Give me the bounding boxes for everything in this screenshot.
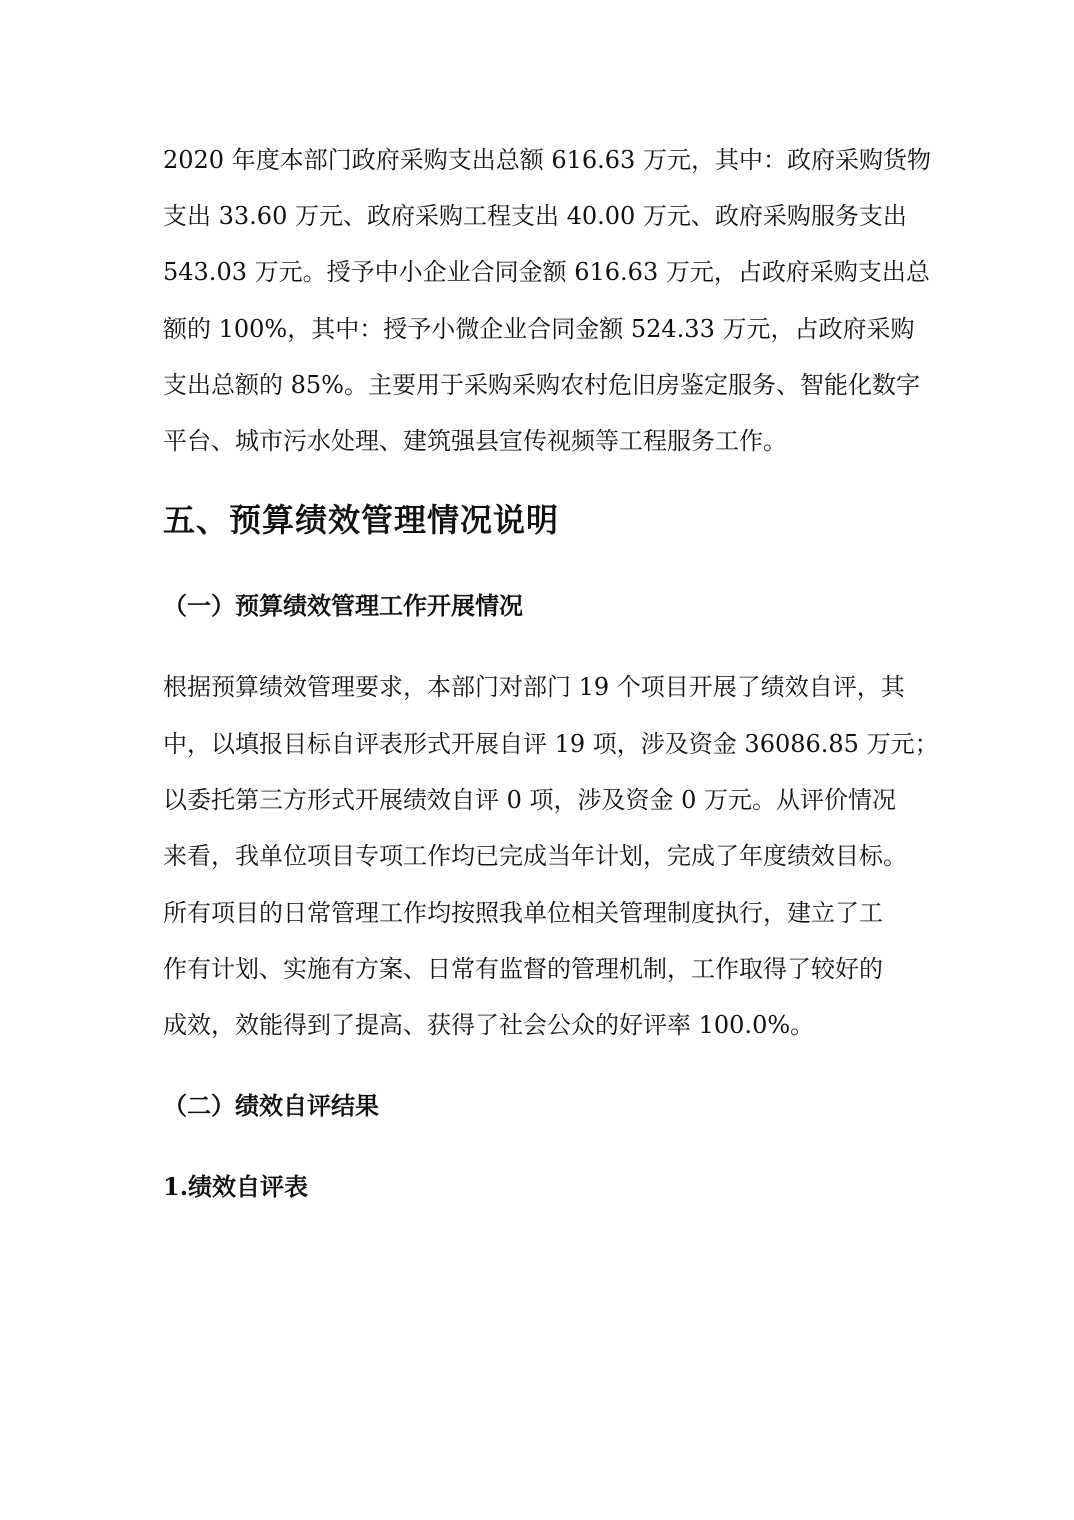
subsection-one-heading: （一）预算绩效管理工作开展情况 (163, 591, 523, 620)
self-evaluation-table-heading: 1.绩效自评表 (163, 1172, 309, 1201)
procurement-paragraph-line-4: 额的 100%，其中：授予小微企业合同金额 524.33 万元，占政府采购 (163, 315, 915, 343)
procurement-paragraph-line-1: 2020 年度本部门政府采购支出总额 616.63 万元，其中：政府采购货物 (163, 146, 931, 174)
section-five-heading: 五、预算绩效管理情况说明 (163, 501, 560, 539)
performance-paragraph-line-3: 以委托第三方形式开展绩效自评 0 项，涉及资金 0 万元。从评价情况 (163, 786, 897, 814)
performance-paragraph-line-7: 成效，效能得到了提高、获得了社会公众的好评率 100.0%。 (163, 1011, 815, 1039)
performance-paragraph-line-5: 所有项目的日常管理工作均按照我单位相关管理制度执行，建立了工 (163, 899, 883, 927)
procurement-paragraph-line-6: 平台、城市污水处理、建筑强县宣传视频等工程服务工作。 (163, 427, 787, 455)
procurement-paragraph-line-3: 543.03 万元。授予中小企业合同金额 616.63 万元，占政府采购支出总 (163, 258, 930, 286)
performance-paragraph-line-4: 来看，我单位项目专项工作均已完成当年计划，完成了年度绩效目标。 (163, 842, 907, 870)
subsection-two-heading: （二）绩效自评结果 (163, 1091, 379, 1120)
procurement-paragraph-line-5: 支出总额的 85%。主要用于采购采购农村危旧房鉴定服务、智能化数字 (163, 371, 920, 399)
performance-paragraph-line-1: 根据预算绩效管理要求，本部门对部门 19 个项目开展了绩效自评，其 (163, 673, 905, 701)
performance-paragraph-line-6: 作有计划、实施有方案、日常有监督的管理机制，工作取得了较好的 (163, 955, 883, 983)
procurement-paragraph-line-2: 支出 33.60 万元、政府采购工程支出 40.00 万元、政府采购服务支出 (163, 202, 907, 230)
performance-paragraph-line-2: 中，以填报目标自评表形式开展自评 19 项，涉及资金 36086.85 万元； (163, 730, 939, 758)
